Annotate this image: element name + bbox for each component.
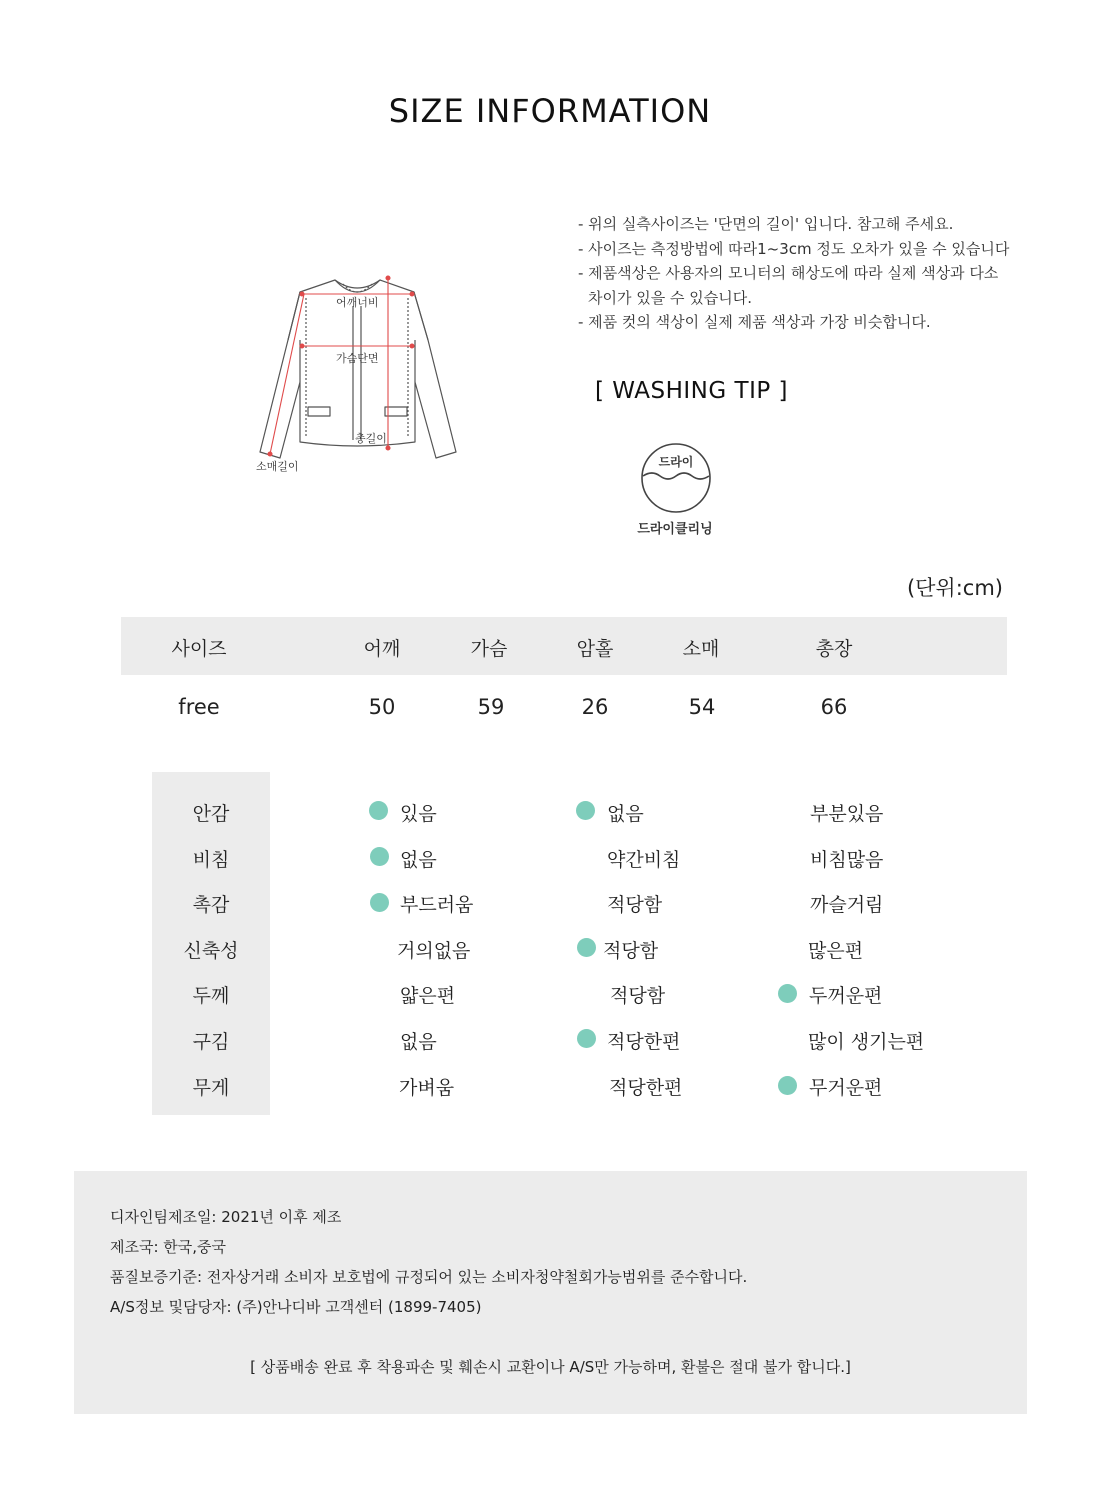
size-table-header [121, 617, 1007, 675]
attr-option: 적당함 [607, 894, 663, 916]
header-length: 총장 [815, 638, 853, 660]
attr-option: 많은편 [808, 940, 864, 962]
attr-option: 없음 [607, 803, 644, 825]
attr-option: 많이 생기는편 [808, 1031, 925, 1053]
attr-option: 까슬거림 [810, 894, 884, 916]
header-armhole: 암홀 [576, 638, 614, 660]
selected-dot [370, 893, 389, 912]
washing-tip-title: [ WASHING TIP ] [595, 378, 789, 404]
length-label: 총길이 [355, 432, 387, 445]
attr-option: 없음 [400, 1031, 437, 1053]
dry-icon-text: 드라이 [658, 455, 694, 469]
note-line: - 제품 컷의 색상이 실제 제품 색상과 가장 비슷합니다. [578, 313, 931, 331]
attr-option: 적당한편 [609, 1077, 683, 1099]
note-line: - 위의 실측사이즈는 '단면의 길이' 입니다. 참고해 주세요. [578, 215, 954, 233]
selected-dot [778, 984, 797, 1003]
attr-option: 적당한편 [607, 1031, 681, 1053]
attr-label-thickness: 두께 [192, 985, 230, 1007]
selected-dot [576, 801, 595, 820]
note-line: - 제품색상은 사용자의 모니터의 해상도에 따라 실제 색상과 다소 [578, 264, 999, 282]
header-shoulder: 어깨 [363, 638, 401, 660]
attr-option: 비침많음 [810, 849, 884, 871]
refund-notice: [ 상품배송 완료 후 착용파손 및 훼손시 교환이나 A/S만 가능하며, 환불은 절대 불가 합니다.] [250, 1358, 851, 1376]
row-shoulder: 50 [368, 695, 396, 719]
row-armhole: 26 [581, 695, 609, 719]
dry-clean-icon [638, 440, 714, 514]
selected-dot [370, 847, 389, 866]
info-line-as-contact: A/S정보 및담당자: (주)안나디바 고객센터 (1899-7405) [110, 1298, 482, 1316]
attr-option: 부분있음 [810, 803, 884, 825]
shoulder-label: 어깨너비 [336, 296, 379, 309]
row-sleeve: 54 [688, 695, 716, 719]
selected-dot [577, 938, 596, 957]
row-length: 66 [820, 695, 848, 719]
attr-label-sheerness: 비침 [192, 849, 230, 871]
selected-dot [778, 1076, 797, 1095]
attr-option: 거의없음 [397, 940, 471, 962]
attr-option: 얇은편 [400, 985, 456, 1007]
attr-label-texture: 촉감 [192, 894, 230, 916]
size-notes [578, 212, 1048, 335]
info-line-manufacture-date: 디자인팀제조일: 2021년 이후 제조 [110, 1208, 342, 1226]
jacket-size-diagram [250, 270, 465, 480]
info-line-country: 제조국: 한국,중국 [110, 1238, 227, 1256]
attr-label-wrinkle: 구김 [192, 1031, 230, 1053]
note-line: 차이가 있을 수 있습니다. [588, 288, 752, 307]
selected-dot [577, 1029, 596, 1048]
washing-caption: 드라이클리닝 [637, 522, 713, 537]
row-size: free [178, 695, 220, 719]
attr-label-stretch: 신축성 [183, 940, 239, 962]
unit-label: (단위:cm) [906, 576, 1003, 600]
attr-option: 부드러움 [400, 894, 474, 916]
selected-dot [369, 801, 388, 820]
header-sleeve: 소매 [682, 638, 720, 660]
page-title: SIZE INFORMATION [388, 92, 712, 130]
attr-option: 가벼움 [399, 1077, 455, 1099]
attr-option: 적당함 [603, 940, 659, 962]
attr-label-lining: 안감 [192, 803, 230, 825]
attr-option: 두꺼운편 [809, 985, 883, 1007]
attr-option: 적당함 [610, 985, 666, 1007]
chest-label: 가슴단면 [336, 352, 379, 365]
sleeve-label: 소매길이 [256, 460, 299, 473]
note-line: - 사이즈는 측정방법에 따라1~3cm 정도 오차가 있을 수 있습니다 [578, 239, 1010, 258]
header-size: 사이즈 [171, 638, 227, 660]
attr-option: 없음 [400, 849, 437, 871]
attr-option: 무거운편 [809, 1077, 883, 1099]
attr-option: 있음 [400, 803, 437, 825]
attr-label-weight: 무게 [192, 1077, 230, 1099]
row-chest: 59 [477, 695, 505, 719]
info-line-warranty: 품질보증기준: 전자상거래 소비자 보호법에 규정되어 있는 소비자청약철회가능범위를 준수합니다. [110, 1268, 748, 1286]
attr-option: 약간비침 [607, 849, 681, 871]
header-chest: 가슴 [470, 638, 508, 660]
